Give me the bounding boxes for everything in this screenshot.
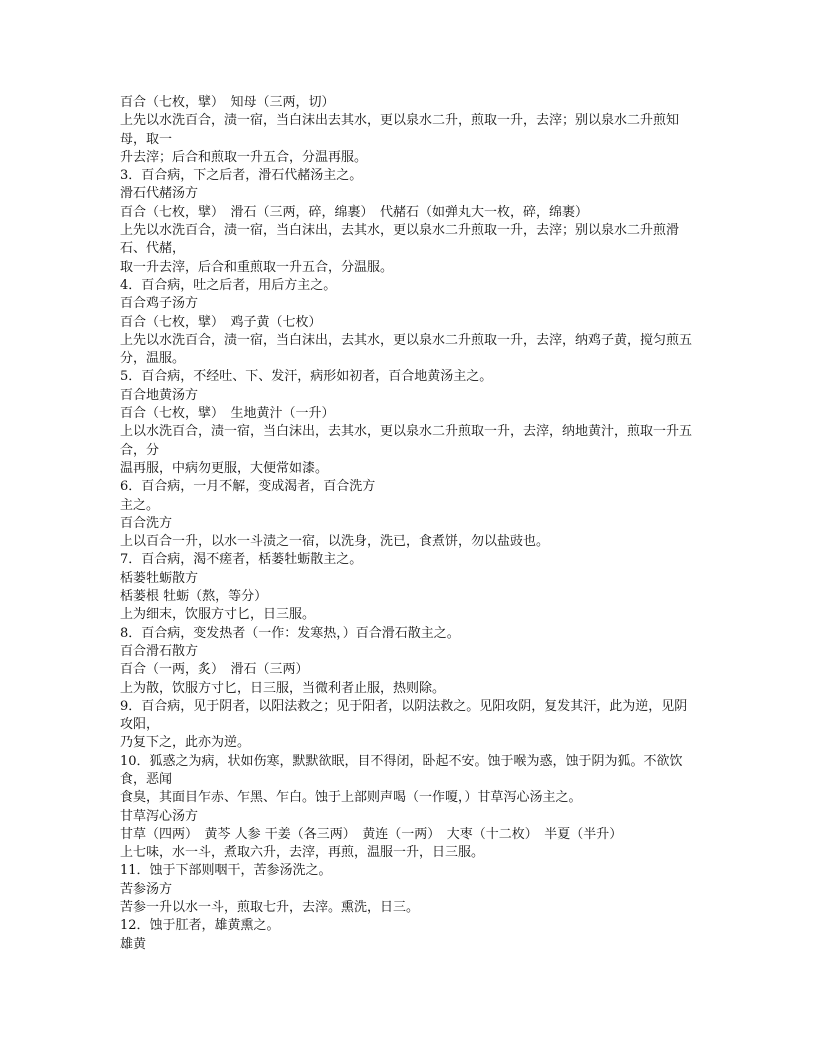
text-line: 11．蚀于下部则咽干，苦参汤洗之。 xyxy=(120,863,332,879)
text-line: 5．百合病，不经吐、下、发汗，病形如初者，百合地黄汤主之。 xyxy=(120,369,493,385)
text-line: 百合（一两，炙） 滑石（三两） xyxy=(120,662,309,678)
text-line: 百合地黄汤方 xyxy=(120,387,199,403)
text-line: 上以水洗百合，渍一宿，当白沫出，去其水，更以泉水二升煎取一升，去滓，纳地黄汁，煎取一升五合，分 xyxy=(120,424,693,458)
text-line: 4．百合病，吐之后者，用后方主之。 xyxy=(120,277,337,293)
text-line: 乃复下之，此亦为逆。 xyxy=(120,735,251,751)
text-line: 8．百合病，变发热者（一作：发寒热，）百合滑石散主之。 xyxy=(120,625,460,641)
text-line: 主之。 xyxy=(120,497,160,513)
text-line: 栝蒌牡蛎散方 xyxy=(120,570,199,586)
text-line: 温再服，中病勿更服，大便常如漆。 xyxy=(120,460,329,476)
text-line: 苦参一升以水一斗，煎取七升，去滓。熏洗，日三。 xyxy=(120,900,420,916)
text-line: 上七味，水一斗，煮取六升，去滓，再煎，温服一升，日三服。 xyxy=(120,845,485,861)
text-line: 百合滑石散方 xyxy=(120,643,199,659)
text-line: 9．百合病，见于阴者，以阳法救之；见于阳者，以阴法救之。见阳攻阴，复发其汗，此为逆，见阴攻阳， xyxy=(120,698,688,733)
text-line: 3．百合病，下之后者，滑石代赭汤主之。 xyxy=(120,168,363,184)
text-line: 雄黄 xyxy=(120,936,147,952)
text-line: 7．百合病，渴不瘥者，栝蒌牡蛎散主之。 xyxy=(120,552,363,568)
text-line: 百合（七枚，擘） 滑石（三两，碎，绵裹） 代赭石（如弹丸大一枚，碎，绵裹） xyxy=(120,204,589,220)
text-line: 滑石代赭汤方 xyxy=(120,186,199,202)
text-line: 上以百合一升，以水一斗渍之一宿，以洗身，洗已，食煮饼，勿以盐豉也。 xyxy=(120,534,550,550)
text-line: 百合鸡子汤方 xyxy=(120,296,199,312)
text-line: 百合洗方 xyxy=(120,515,173,531)
document-body xyxy=(120,94,700,954)
text-line: 12．蚀于肛者，雄黄熏之。 xyxy=(120,918,280,934)
text-line: 苦参汤方 xyxy=(120,881,173,897)
text-line: 食臭，其面目乍赤、乍黑、乍白。蚀于上部则声喝（一作嗄，）甘草泻心汤主之。 xyxy=(120,790,582,806)
text-line: 6．百合病，一月不解，变成渴者，百合洗方 xyxy=(120,479,376,495)
text-line: 甘草（四两） 黄芩 人参 干姜（各三两） 黄连（一两） 大枣（十二枚） 半夏（半升） xyxy=(120,826,623,842)
text-line: 上为细末，饮服方寸匕，日三服。 xyxy=(120,607,316,623)
text-line: 上先以水洗百合，渍一宿，当白沫出，去其水，更以泉水二升煎取一升，去滓；别以泉水二升煎滑石、代赭， xyxy=(120,223,680,257)
text-line: 上为散，饮服方寸匕，日三服，当微利者止服，热则除。 xyxy=(120,680,446,696)
text-line: 百合（七枚，擘） 鸡子黄（七枚） xyxy=(120,314,322,330)
text-line: 10．狐惑之为病，状如伤寒，默默欲眠，目不得闭，卧起不安。蚀于喉为惑，蚀于阴为狐。不欲饮食，恶闻 xyxy=(120,753,683,787)
text-line: 升去滓；后合和煎取一升五合，分温再服。 xyxy=(120,149,368,165)
text-line: 甘草泻心汤方 xyxy=(120,808,199,824)
text-line: 取一升去滓，后合和重煎取一升五合，分温服。 xyxy=(120,259,394,275)
text-line: 百合（七枚，擘） 知母（三两，切） xyxy=(120,95,335,110)
text-line: 栝蒌根 牡蛎（熬，等分） xyxy=(120,589,268,605)
text-line: 上先以水洗百合，渍一宿，当白沫出去其水，更以泉水二升，煎取一升，去滓；别以泉水二升煎知母，取一 xyxy=(120,113,680,147)
text-line: 百合（七枚，擘） 生地黄汁（一升） xyxy=(120,406,335,422)
text-line: 上先以水洗百合，渍一宿，当白沫出，去其水，更以泉水二升煎取一升，去滓，纳鸡子黄，搅匀煎五分，温服。 xyxy=(120,332,693,367)
